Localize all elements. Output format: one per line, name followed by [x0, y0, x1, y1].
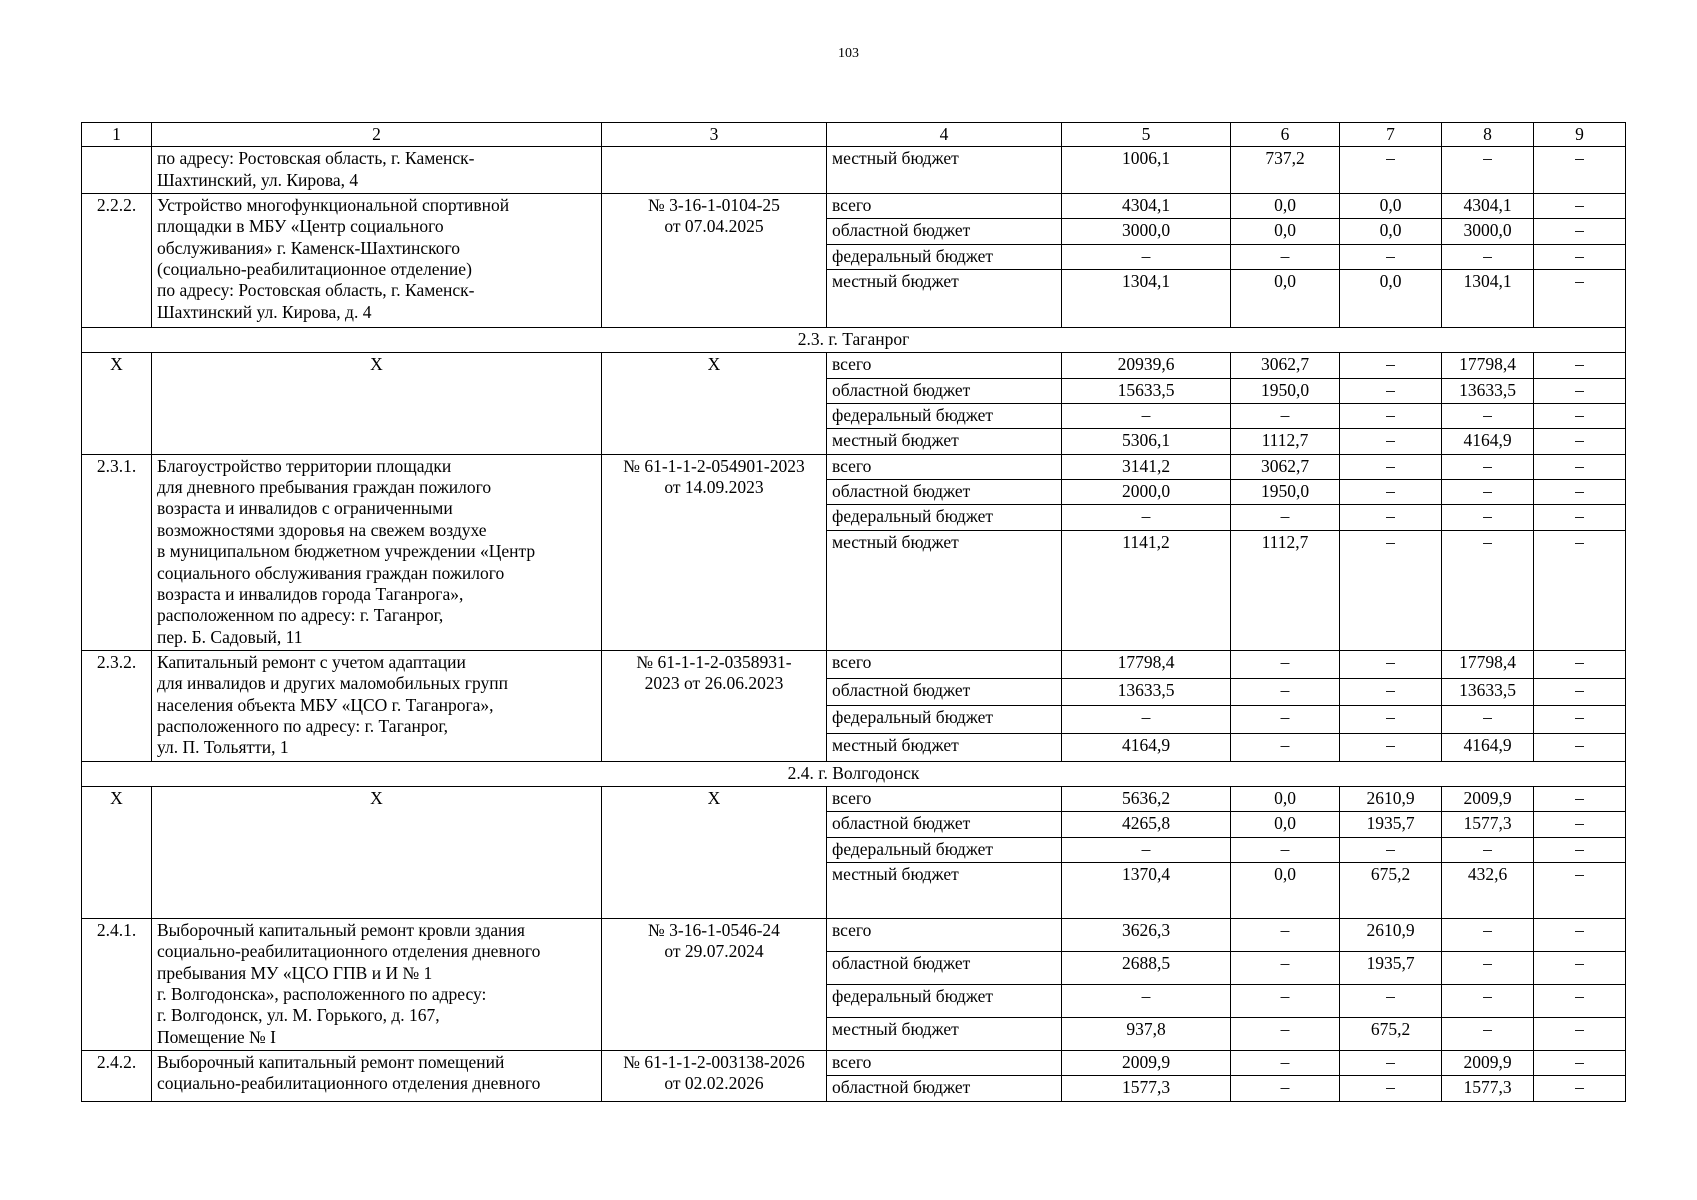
funding-source: федеральный бюджет — [827, 985, 1062, 1018]
funding-source: областной бюджет — [827, 951, 1062, 984]
item-number: Х — [82, 786, 152, 918]
column-header: 4 — [827, 123, 1062, 147]
amount-cell: – — [1534, 194, 1626, 219]
item-number: 2.4.2. — [82, 1051, 152, 1102]
funding-source: федеральный бюджет — [827, 244, 1062, 269]
amount-cell: 4164,9 — [1062, 733, 1231, 761]
amount-cell: – — [1062, 985, 1231, 1018]
amount-cell: 1006,1 — [1062, 147, 1231, 194]
amount-cell: 1112,7 — [1231, 429, 1340, 454]
amount-cell: 3062,7 — [1231, 353, 1340, 378]
amount-cell: – — [1062, 505, 1231, 530]
funding-source: областной бюджет — [827, 678, 1062, 706]
item-number: 2.4.1. — [82, 918, 152, 1050]
amount-cell: 3141,2 — [1062, 454, 1231, 479]
amount-cell: – — [1534, 733, 1626, 761]
amount-cell: – — [1340, 530, 1442, 650]
amount-cell: 1577,3 — [1442, 1076, 1534, 1101]
amount-cell: 1935,7 — [1340, 951, 1442, 984]
amount-cell: 3626,3 — [1062, 918, 1231, 951]
amount-cell: – — [1340, 706, 1442, 734]
funding-source: областной бюджет — [827, 812, 1062, 837]
amount-cell: – — [1340, 837, 1442, 862]
page-number: 103 — [838, 46, 859, 61]
column-header: 9 — [1534, 123, 1626, 147]
funding-source: местный бюджет — [827, 862, 1062, 918]
expertise-document: Х — [602, 786, 827, 918]
amount-cell: – — [1231, 505, 1340, 530]
amount-cell: – — [1534, 404, 1626, 429]
amount-cell: – — [1340, 1076, 1442, 1101]
amount-cell: 15633,5 — [1062, 378, 1231, 403]
amount-cell: – — [1534, 147, 1626, 194]
amount-cell: – — [1534, 862, 1626, 918]
amount-cell: 13633,5 — [1442, 678, 1534, 706]
amount-cell: – — [1442, 706, 1534, 734]
funding-source: местный бюджет — [827, 733, 1062, 761]
amount-cell: 0,0 — [1231, 194, 1340, 219]
amount-cell: 675,2 — [1340, 862, 1442, 918]
amount-cell: 20939,6 — [1062, 353, 1231, 378]
amount-cell: – — [1442, 147, 1534, 194]
table-row — [82, 454, 1626, 479]
amount-cell: – — [1534, 678, 1626, 706]
column-header: 1 — [82, 123, 152, 147]
amount-cell: – — [1442, 404, 1534, 429]
funding-source: всего — [827, 786, 1062, 811]
amount-cell: – — [1340, 454, 1442, 479]
amount-cell: 4304,1 — [1442, 194, 1534, 219]
amount-cell: – — [1534, 530, 1626, 650]
amount-cell: – — [1231, 733, 1340, 761]
amount-cell: – — [1534, 650, 1626, 678]
funding-source: областной бюджет — [827, 219, 1062, 244]
amount-cell: 1577,3 — [1442, 812, 1534, 837]
amount-cell: – — [1534, 244, 1626, 269]
funding-source: всего — [827, 454, 1062, 479]
funding-source: областной бюджет — [827, 480, 1062, 505]
amount-cell: 1935,7 — [1340, 812, 1442, 837]
amount-cell: – — [1534, 480, 1626, 505]
funding-source: всего — [827, 1051, 1062, 1076]
amount-cell: 2610,9 — [1340, 786, 1442, 811]
amount-cell: 2009,9 — [1442, 1051, 1534, 1076]
amount-cell: – — [1231, 650, 1340, 678]
amount-cell: – — [1062, 837, 1231, 862]
amount-cell: – — [1340, 985, 1442, 1018]
amount-cell: 1577,3 — [1062, 1076, 1231, 1101]
amount-cell: 0,0 — [1231, 786, 1340, 811]
amount-cell: 4164,9 — [1442, 429, 1534, 454]
amount-cell: – — [1340, 353, 1442, 378]
table-row — [82, 918, 1626, 951]
amount-cell: – — [1534, 1018, 1626, 1051]
column-header: 5 — [1062, 123, 1231, 147]
amount-cell: 675,2 — [1340, 1018, 1442, 1051]
table-row — [82, 353, 1626, 378]
amount-cell: 0,0 — [1340, 194, 1442, 219]
amount-cell: – — [1231, 404, 1340, 429]
column-header: 8 — [1442, 123, 1534, 147]
funding-source: федеральный бюджет — [827, 837, 1062, 862]
item-description: по адресу: Ростовская область, г. Каменск- Шахтинский, ул. Кирова, 4 — [152, 147, 602, 194]
funding-source: всего — [827, 194, 1062, 219]
amount-cell: – — [1231, 837, 1340, 862]
item-number — [82, 147, 152, 194]
amount-cell: 2000,0 — [1062, 480, 1231, 505]
amount-cell: – — [1442, 244, 1534, 269]
amount-cell: – — [1340, 147, 1442, 194]
amount-cell: – — [1442, 530, 1534, 650]
amount-cell: – — [1534, 786, 1626, 811]
column-header: 6 — [1231, 123, 1340, 147]
item-description: Благоустройство территории площадки для дневного пребывания граждан пожилого возраста и инвалидов с ограниченными возможностями здоровья на свежем воздухе в муниципальном бюджетном учреждении «Центр социального обслуживания граждан пожилого возраста и инвалидов города Таганрога», расположенном по адресу: г. Таганрог, пер. Б. Садовый, 11 — [152, 454, 602, 650]
item-description: Устройство многофункциональной спортивной площадки в МБУ «Центр социального обслуживания» г. Каменск-Шахтинского (социально-реабилитационное отделение) по адресу: Ростовская область, г. Каменск- Шахтинский ул. Кирова, д. 4 — [152, 194, 602, 328]
amount-cell: 0,0 — [1231, 219, 1340, 244]
amount-cell: 17798,4 — [1442, 650, 1534, 678]
amount-cell: – — [1340, 505, 1442, 530]
amount-cell: – — [1340, 404, 1442, 429]
amount-cell: 2688,5 — [1062, 951, 1231, 984]
amount-cell: 4265,8 — [1062, 812, 1231, 837]
expertise-document: № 61-1-1-2-0358931- 2023 от 26.06.2023 — [602, 650, 827, 761]
section-title: 2.4. г. Волгодонск — [82, 761, 1626, 786]
column-header: 2 — [152, 123, 602, 147]
amount-cell: 3062,7 — [1231, 454, 1340, 479]
expertise-document: Х — [602, 353, 827, 454]
amount-cell: – — [1231, 244, 1340, 269]
amount-cell: – — [1231, 1051, 1340, 1076]
amount-cell: 1370,4 — [1062, 862, 1231, 918]
amount-cell: – — [1062, 404, 1231, 429]
amount-cell: – — [1534, 378, 1626, 403]
amount-cell: – — [1231, 678, 1340, 706]
item-number: 2.3.2. — [82, 650, 152, 761]
funding-source: местный бюджет — [827, 1018, 1062, 1051]
amount-cell: – — [1340, 678, 1442, 706]
amount-cell: 4304,1 — [1062, 194, 1231, 219]
table-row — [82, 650, 1626, 678]
amount-cell: – — [1062, 244, 1231, 269]
amount-cell: – — [1231, 951, 1340, 984]
funding-source: всего — [827, 353, 1062, 378]
amount-cell: – — [1534, 505, 1626, 530]
amount-cell: – — [1534, 1051, 1626, 1076]
amount-cell: – — [1534, 837, 1626, 862]
table-row — [82, 786, 1626, 811]
item-description: Х — [152, 353, 602, 454]
item-description: Х — [152, 786, 602, 918]
amount-cell: 2610,9 — [1340, 918, 1442, 951]
section-header-row — [82, 328, 1626, 353]
amount-cell: – — [1442, 837, 1534, 862]
amount-cell: – — [1442, 951, 1534, 984]
item-description: Выборочный капитальный ремонт помещений социально-реабилитационного отделения дневного — [152, 1051, 602, 1102]
budget-table — [81, 122, 1626, 1102]
funding-source: всего — [827, 650, 1062, 678]
amount-cell: 1141,2 — [1062, 530, 1231, 650]
amount-cell: – — [1442, 985, 1534, 1018]
funding-source: местный бюджет — [827, 147, 1062, 194]
amount-cell: – — [1340, 733, 1442, 761]
item-number: Х — [82, 353, 152, 454]
amount-cell: – — [1534, 951, 1626, 984]
amount-cell: – — [1534, 1076, 1626, 1101]
amount-cell: 937,8 — [1062, 1018, 1231, 1051]
amount-cell: 0,0 — [1231, 812, 1340, 837]
funding-source: областной бюджет — [827, 1076, 1062, 1101]
expertise-document: № 61-1-1-2-003138-2026 от 02.02.2026 — [602, 1051, 827, 1102]
amount-cell: 13633,5 — [1442, 378, 1534, 403]
amount-cell: 3000,0 — [1062, 219, 1231, 244]
expertise-document: № 3-16-1-0104-25 от 07.04.2025 — [602, 194, 827, 328]
funding-source: федеральный бюджет — [827, 706, 1062, 734]
amount-cell: 4164,9 — [1442, 733, 1534, 761]
expertise-document: № 3-16-1-0546-24 от 29.07.2024 — [602, 918, 827, 1050]
item-description: Выборочный капитальный ремонт кровли здания социально-реабилитационного отделения дневного пребывания МУ «ЦСО ГПВ и И № 1 г. Волгодонска», расположенного по адресу: г. Волгодонск, ул. М. Горького, д. 167, Помещение № I — [152, 918, 602, 1050]
section-title: 2.3. г. Таганрог — [82, 328, 1626, 353]
amount-cell: – — [1442, 918, 1534, 951]
amount-cell: 1304,1 — [1062, 270, 1231, 328]
amount-cell: 0,0 — [1231, 270, 1340, 328]
expertise-document — [602, 147, 827, 194]
amount-cell: – — [1534, 985, 1626, 1018]
amount-cell: – — [1231, 985, 1340, 1018]
funding-source: местный бюджет — [827, 270, 1062, 328]
amount-cell: 2009,9 — [1442, 786, 1534, 811]
amount-cell: 13633,5 — [1062, 678, 1231, 706]
amount-cell: 17798,4 — [1062, 650, 1231, 678]
table-body — [82, 147, 1626, 1101]
amount-cell: 1112,7 — [1231, 530, 1340, 650]
amount-cell: 737,2 — [1231, 147, 1340, 194]
table-row — [82, 147, 1626, 194]
amount-cell: 1950,0 — [1231, 378, 1340, 403]
amount-cell: – — [1231, 1018, 1340, 1051]
column-number-row — [82, 123, 1626, 147]
column-header: 7 — [1340, 123, 1442, 147]
table-row — [82, 1051, 1626, 1076]
funding-source: областной бюджет — [827, 378, 1062, 403]
amount-cell: – — [1231, 1076, 1340, 1101]
amount-cell: – — [1340, 650, 1442, 678]
amount-cell: – — [1340, 378, 1442, 403]
amount-cell: – — [1442, 1018, 1534, 1051]
item-number: 2.2.2. — [82, 194, 152, 328]
table-row — [82, 194, 1626, 219]
funding-source: федеральный бюджет — [827, 505, 1062, 530]
item-description: Капитальный ремонт с учетом адаптации для инвалидов и других маломобильных групп населения объекта МБУ «ЦСО г. Таганрога», расположенного по адресу: г. Таганрог, ул. П. Тольятти, 1 — [152, 650, 602, 761]
amount-cell: 2009,9 — [1062, 1051, 1231, 1076]
section-header-row — [82, 761, 1626, 786]
amount-cell: 5636,2 — [1062, 786, 1231, 811]
amount-cell: – — [1062, 706, 1231, 734]
amount-cell: 17798,4 — [1442, 353, 1534, 378]
amount-cell: – — [1340, 429, 1442, 454]
amount-cell: 0,0 — [1231, 862, 1340, 918]
item-number: 2.3.1. — [82, 454, 152, 650]
funding-source: федеральный бюджет — [827, 404, 1062, 429]
amount-cell: 432,6 — [1442, 862, 1534, 918]
funding-source: всего — [827, 918, 1062, 951]
amount-cell: – — [1442, 505, 1534, 530]
amount-cell: – — [1340, 1051, 1442, 1076]
expertise-document: № 61-1-1-2-054901-2023 от 14.09.2023 — [602, 454, 827, 650]
amount-cell: – — [1442, 480, 1534, 505]
amount-cell: – — [1534, 270, 1626, 328]
amount-cell: – — [1534, 454, 1626, 479]
funding-source: местный бюджет — [827, 530, 1062, 650]
amount-cell: 1950,0 — [1231, 480, 1340, 505]
funding-source: местный бюджет — [827, 429, 1062, 454]
amount-cell: 1304,1 — [1442, 270, 1534, 328]
amount-cell: – — [1534, 706, 1626, 734]
amount-cell: – — [1231, 706, 1340, 734]
column-header: 3 — [602, 123, 827, 147]
amount-cell: 3000,0 — [1442, 219, 1534, 244]
amount-cell: 5306,1 — [1062, 429, 1231, 454]
amount-cell: 0,0 — [1340, 270, 1442, 328]
amount-cell: – — [1534, 353, 1626, 378]
amount-cell: 0,0 — [1340, 219, 1442, 244]
amount-cell: – — [1231, 918, 1340, 951]
amount-cell: – — [1534, 812, 1626, 837]
amount-cell: – — [1534, 918, 1626, 951]
amount-cell: – — [1442, 454, 1534, 479]
amount-cell: – — [1340, 244, 1442, 269]
amount-cell: – — [1534, 429, 1626, 454]
amount-cell: – — [1534, 219, 1626, 244]
amount-cell: – — [1340, 480, 1442, 505]
